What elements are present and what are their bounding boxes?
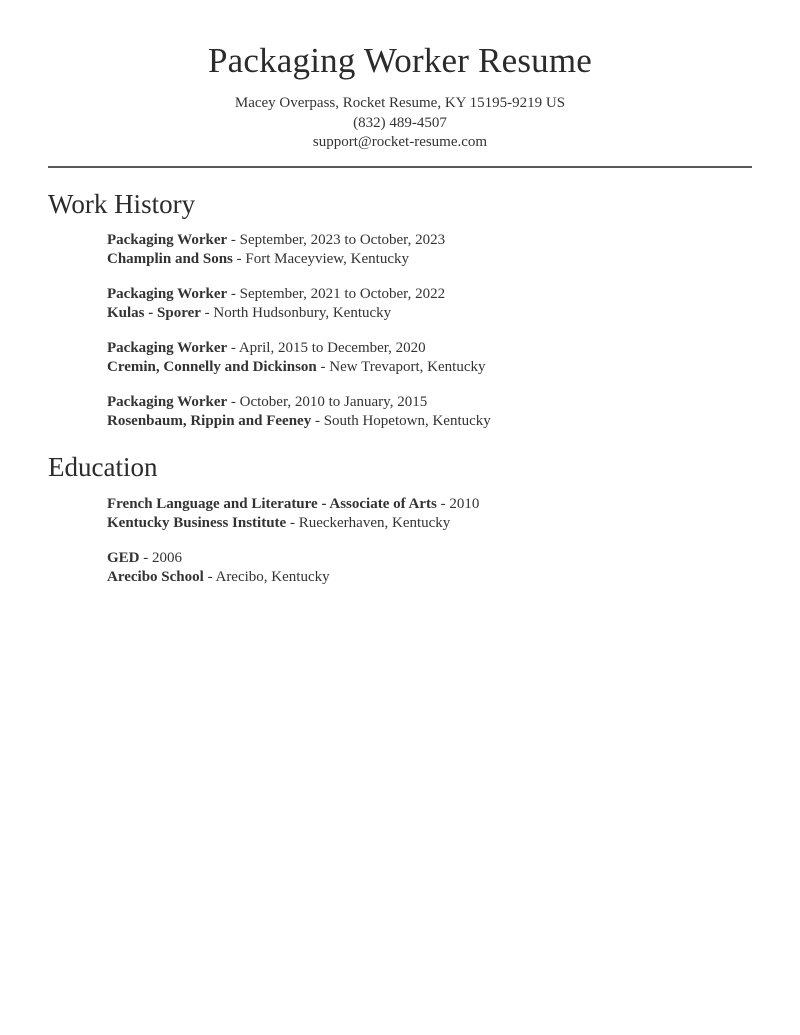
contact-address: Macey Overpass, Rocket Resume, KY 15195-9219 US (234, 95, 566, 111)
job-title-line (107, 231, 752, 250)
school-name: Arecibo School (107, 569, 204, 586)
resume-header (48, 40, 752, 153)
separator: - (139, 550, 153, 567)
job-title: Packaging Worker (107, 340, 228, 357)
education-entries (107, 495, 752, 587)
degree-year: 2010 (449, 496, 480, 513)
separator: - (227, 232, 240, 249)
school-line (107, 568, 752, 587)
separator: - (232, 251, 246, 268)
contact-email: support@rocket-resume.com (312, 134, 488, 150)
separator: - (200, 305, 214, 322)
work-history-heading: Work History (48, 188, 196, 219)
job-dates: October, 2010 to January, 2015 (239, 394, 428, 411)
header-divider (48, 166, 752, 168)
separator: - (203, 569, 216, 586)
employer-line (107, 250, 752, 269)
job-title: Packaging Worker (107, 394, 228, 411)
work-entry (107, 393, 752, 431)
employer-name: Rosenbaum, Rippin and Feeney (107, 413, 312, 430)
job-location: South Hopetown, Kentucky (323, 413, 491, 430)
degree-line (107, 549, 752, 568)
employer-line (107, 358, 752, 377)
work-entry (107, 339, 752, 377)
degree-year: 2006 (152, 550, 183, 567)
school-line (107, 514, 752, 533)
employer-line (107, 412, 752, 431)
job-title-line (107, 339, 752, 358)
separator: - (227, 340, 239, 357)
job-title: Packaging Worker (107, 232, 228, 249)
employer-name: Cremin, Connelly and Dickinson (107, 359, 317, 376)
work-history-entries (107, 231, 752, 431)
school-location: Rueckerhaven, Kentucky (298, 515, 451, 532)
job-dates: September, 2023 to October, 2023 (239, 232, 446, 249)
job-title-line (107, 285, 752, 304)
education-heading: Education (48, 452, 158, 483)
separator: - (316, 359, 330, 376)
separator: - (286, 515, 299, 532)
separator: - (311, 413, 324, 430)
work-entry (107, 231, 752, 269)
school-name: Kentucky Business Institute (107, 515, 287, 532)
school-location: Arecibo, Kentucky (215, 569, 330, 586)
degree-line (107, 495, 752, 514)
education-entry (107, 549, 752, 587)
separator: - (227, 394, 240, 411)
job-location: North Hudsonbury, Kentucky (213, 305, 392, 322)
separator: - (227, 286, 240, 303)
employer-name: Kulas - Sporer (107, 305, 201, 322)
resume-title: Packaging Worker Resume (207, 41, 593, 80)
job-location: New Trevaport, Kentucky (329, 359, 486, 376)
employer-name: Champlin and Sons (107, 251, 233, 268)
employer-line (107, 304, 752, 323)
education-entry (107, 495, 752, 533)
job-dates: September, 2021 to October, 2022 (239, 286, 446, 303)
job-location: Fort Maceyview, Kentucky (245, 251, 409, 268)
degree-title: French Language and Literature - Associate of Arts (107, 496, 437, 513)
job-title: Packaging Worker (107, 286, 228, 303)
contact-phone: (832) 489-4507 (353, 114, 447, 131)
job-title-line (107, 393, 752, 412)
degree-title: GED (107, 550, 140, 567)
separator: - (436, 496, 450, 513)
education-section (48, 452, 752, 587)
work-history-section (48, 189, 752, 432)
work-entry (107, 285, 752, 323)
job-dates: April, 2015 to December, 2020 (238, 340, 426, 357)
